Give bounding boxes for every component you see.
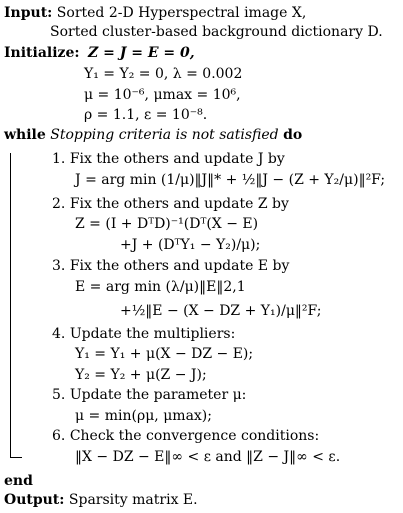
step-4-number: 4. bbox=[52, 326, 66, 342]
step-3-number: 3. bbox=[52, 258, 66, 274]
step-6 bbox=[52, 427, 319, 445]
step-1-eq: J = arg min (1/μ)‖J‖* + ½‖J − (Z + Y₂/μ)‖²F; bbox=[75, 172, 386, 188]
output-text: Sparsity matrix E. bbox=[68, 492, 198, 508]
init-eq-3: μ = 10⁻⁶, μmax = 10⁶, bbox=[84, 87, 241, 103]
step-2-eq-1: Z = (I + DᵀD)⁻¹(Dᵀ(X − E) bbox=[75, 216, 259, 232]
step-3-eq-1: E = arg min (λ/μ)‖E‖2,1 bbox=[75, 279, 246, 295]
step-3-eq-2: +½‖E − (X − DZ + Y₁)/μ‖²F; bbox=[120, 303, 322, 319]
step-6-eq: ‖X − DZ − E‖∞ < ε and ‖Z − J‖∞ < ε. bbox=[75, 449, 341, 465]
output-line bbox=[4, 491, 198, 509]
while-line bbox=[4, 126, 302, 144]
step-3 bbox=[52, 257, 289, 275]
step-1 bbox=[52, 150, 285, 168]
step-3-text: Fix the others and update E by bbox=[69, 258, 290, 274]
step-1-text: Fix the others and update J by bbox=[69, 151, 285, 167]
step-5-number: 5. bbox=[52, 387, 66, 403]
step-2-number: 2. bbox=[52, 196, 66, 212]
step-6-number: 6. bbox=[52, 428, 66, 444]
loop-bracket bbox=[10, 153, 11, 457]
while-condition: Stopping criteria is not satisfied bbox=[50, 127, 279, 143]
step-4-eq-1: Y₁ = Y₁ + μ(X − DZ − E); bbox=[75, 346, 254, 362]
init-eq-4: ρ = 1.1, ε = 10⁻⁸. bbox=[84, 107, 208, 123]
loop-bracket-foot bbox=[10, 457, 22, 458]
step-5-text: Update the parameter μ: bbox=[69, 387, 247, 403]
input-text-1: Sorted 2-D Hyperspectral image X, bbox=[56, 5, 307, 21]
while-keyword: while bbox=[4, 127, 46, 143]
input-line-2 bbox=[50, 23, 383, 41]
step-5-eq: μ = min(ρμ, μmax); bbox=[75, 408, 212, 424]
init-eq-2: Y₁ = Y₂ = 0, λ = 0.002 bbox=[84, 66, 243, 82]
init-eq-1: Z = J = E = 0, bbox=[88, 45, 195, 61]
do-keyword: do bbox=[283, 127, 303, 143]
input-line bbox=[4, 4, 306, 22]
initialize-line bbox=[4, 44, 195, 62]
step-4 bbox=[52, 325, 235, 343]
input-label: Input: bbox=[4, 5, 53, 21]
step-4-text: Update the multipliers: bbox=[69, 326, 236, 342]
input-text-2: Sorted cluster-based background dictionary D. bbox=[50, 24, 383, 40]
step-1-number: 1. bbox=[52, 151, 66, 167]
end-keyword: end bbox=[4, 473, 33, 489]
step-6-text: Check the convergence conditions: bbox=[69, 428, 320, 444]
step-2 bbox=[52, 195, 289, 213]
step-5 bbox=[52, 386, 246, 404]
initialize-label: Initialize: bbox=[4, 45, 80, 61]
output-label: Output: bbox=[4, 492, 65, 508]
step-2-eq-2: +J + (DᵀY₁ − Y₂)/μ); bbox=[120, 237, 261, 253]
step-4-eq-2: Y₂ = Y₂ + μ(Z − J); bbox=[75, 367, 207, 383]
step-2-text: Fix the others and update Z by bbox=[69, 196, 289, 212]
